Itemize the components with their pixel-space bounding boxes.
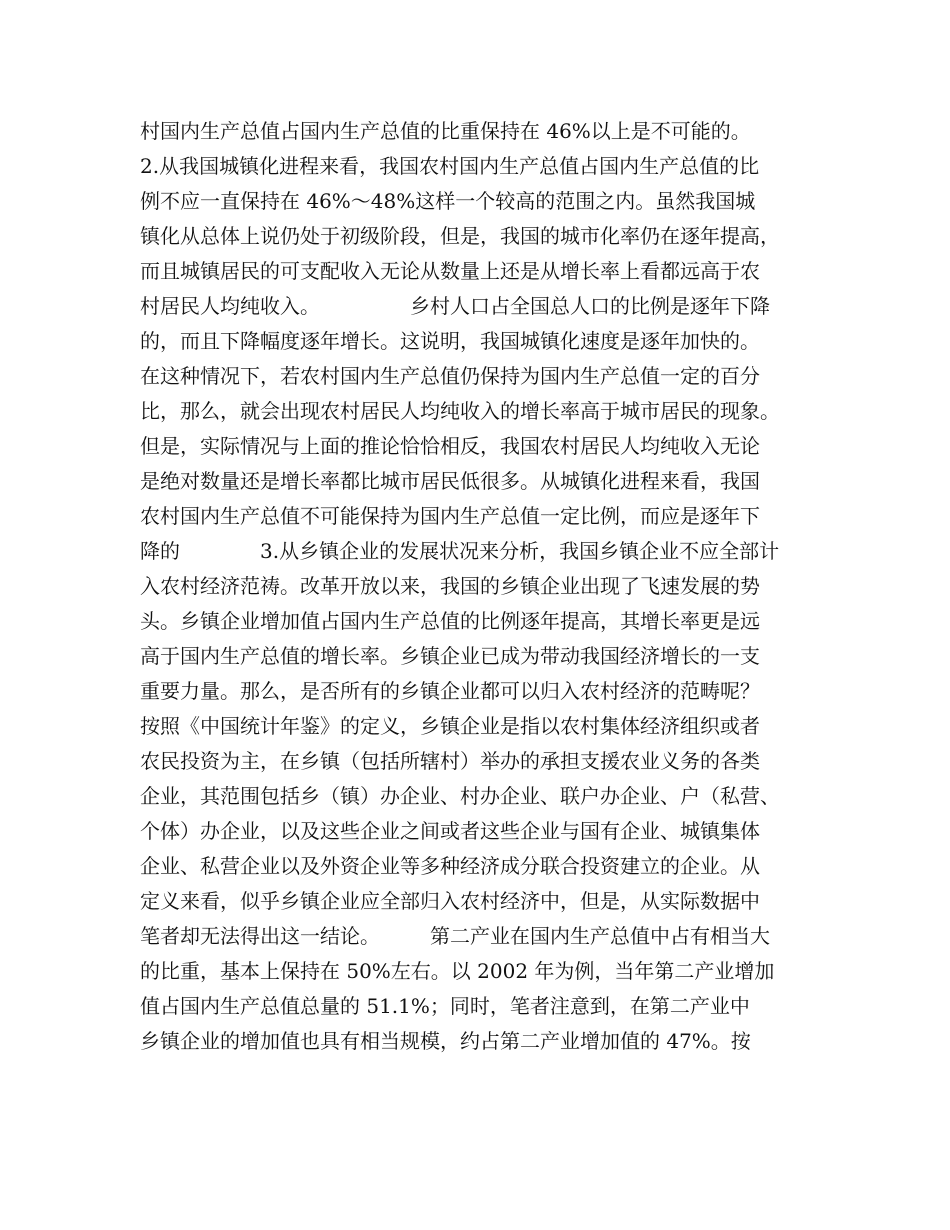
- text-line: 重要力量。那么，是否所有的乡镇企业都可以归入农村经济的范畴呢？: [140, 679, 760, 703]
- text-line: 降的 3.从乡镇企业的发展状况来分析，我国乡镇企业不应全部计: [140, 539, 780, 563]
- text-line: 入农村经济范祷。改革开放以来，我国的乡镇企业出现了飞速发展的势: [140, 574, 760, 598]
- text-line: 乡镇企业的增加值也具有相当规模，约占第二产业增加值的 47%。按: [140, 1029, 751, 1053]
- text-line: 按照《中国统计年鉴》的定义，乡镇企业是指以农村集体经济组织或者: [140, 714, 760, 738]
- text-line: 的比重，基本上保持在 50%左右。以 2002 年为例，当年第二产业增加: [140, 959, 775, 983]
- text-line: 的，而且下降幅度逐年增长。这说明，我国城镇化速度是逐年加快的。: [140, 329, 760, 353]
- text-line: 在这种情况下，若农村国内生产总值仍保持为国内生产总值一定的百分: [140, 364, 760, 388]
- body-text: [140, 114, 820, 1059]
- text-line: 头。乡镇企业增加值占国内生产总值的比例逐年提高，其增长率更是远: [140, 609, 760, 633]
- text-line: 是绝对数量还是增长率都比城市居民低很多。从城镇化进程来看，我国: [140, 469, 760, 493]
- text-line: 村国内生产总值占国内生产总值的比重保持在 46%以上是不可能的。: [140, 119, 751, 143]
- text-line: 笔者却无法得出这一结论。 第二产业在国内生产总值中占有相当大: [140, 924, 770, 948]
- text-line: 比，那么，就会出现农村居民人均纯收入的增长率高于城市居民的现象。: [140, 399, 780, 423]
- text-line: 企业，其范围包括乡（镇）办企业、村办企业、联户办企业、户（私营、: [140, 784, 780, 808]
- text-line: 村居民人均纯收入。 乡村人口占全国总人口的比例是逐年下降: [140, 294, 770, 318]
- text-line: 个体）办企业，以及这些企业之间或者这些企业与国有企业、城镇集体: [140, 819, 760, 843]
- text-line: 农民投资为主，在乡镇（包括所辖村）举办的承担支援农业义务的各类: [140, 749, 760, 773]
- text-line: 值占国内生产总值总量的 51.1%；同时，笔者注意到，在第二产业中: [140, 994, 750, 1018]
- text-line: 企业、私营企业以及外资企业等多种经济成分联合投资建立的企业。从: [140, 854, 760, 878]
- text-line: 定义来看，似乎乡镇企业应全部归入农村经济中，但是，从实际数据中: [140, 889, 760, 913]
- text-line: 农村国内生产总值不可能保持为国内生产总值一定比例，而应是逐年下: [140, 504, 760, 528]
- text-line: 高于国内生产总值的增长率。乡镇企业已成为带动我国经济增长的一支: [140, 644, 760, 668]
- text-line: 2.从我国城镇化进程来看，我国农村国内生产总值占国内生产总值的比: [140, 154, 760, 178]
- text-line: 但是，实际情况与上面的推论恰恰相反，我国农村居民人均纯收入无论: [140, 434, 760, 458]
- text-line: 镇化从总体上说仍处于初级阶段，但是，我国的城市化率仍在逐年提高，: [140, 224, 780, 248]
- text-line: 例不应一直保持在 46%～48%这样一个较高的范围之内。虽然我国城: [140, 189, 756, 213]
- text-line: 而且城镇居民的可支配收入无论从数量上还是从增长率上看都远高于农: [140, 259, 760, 283]
